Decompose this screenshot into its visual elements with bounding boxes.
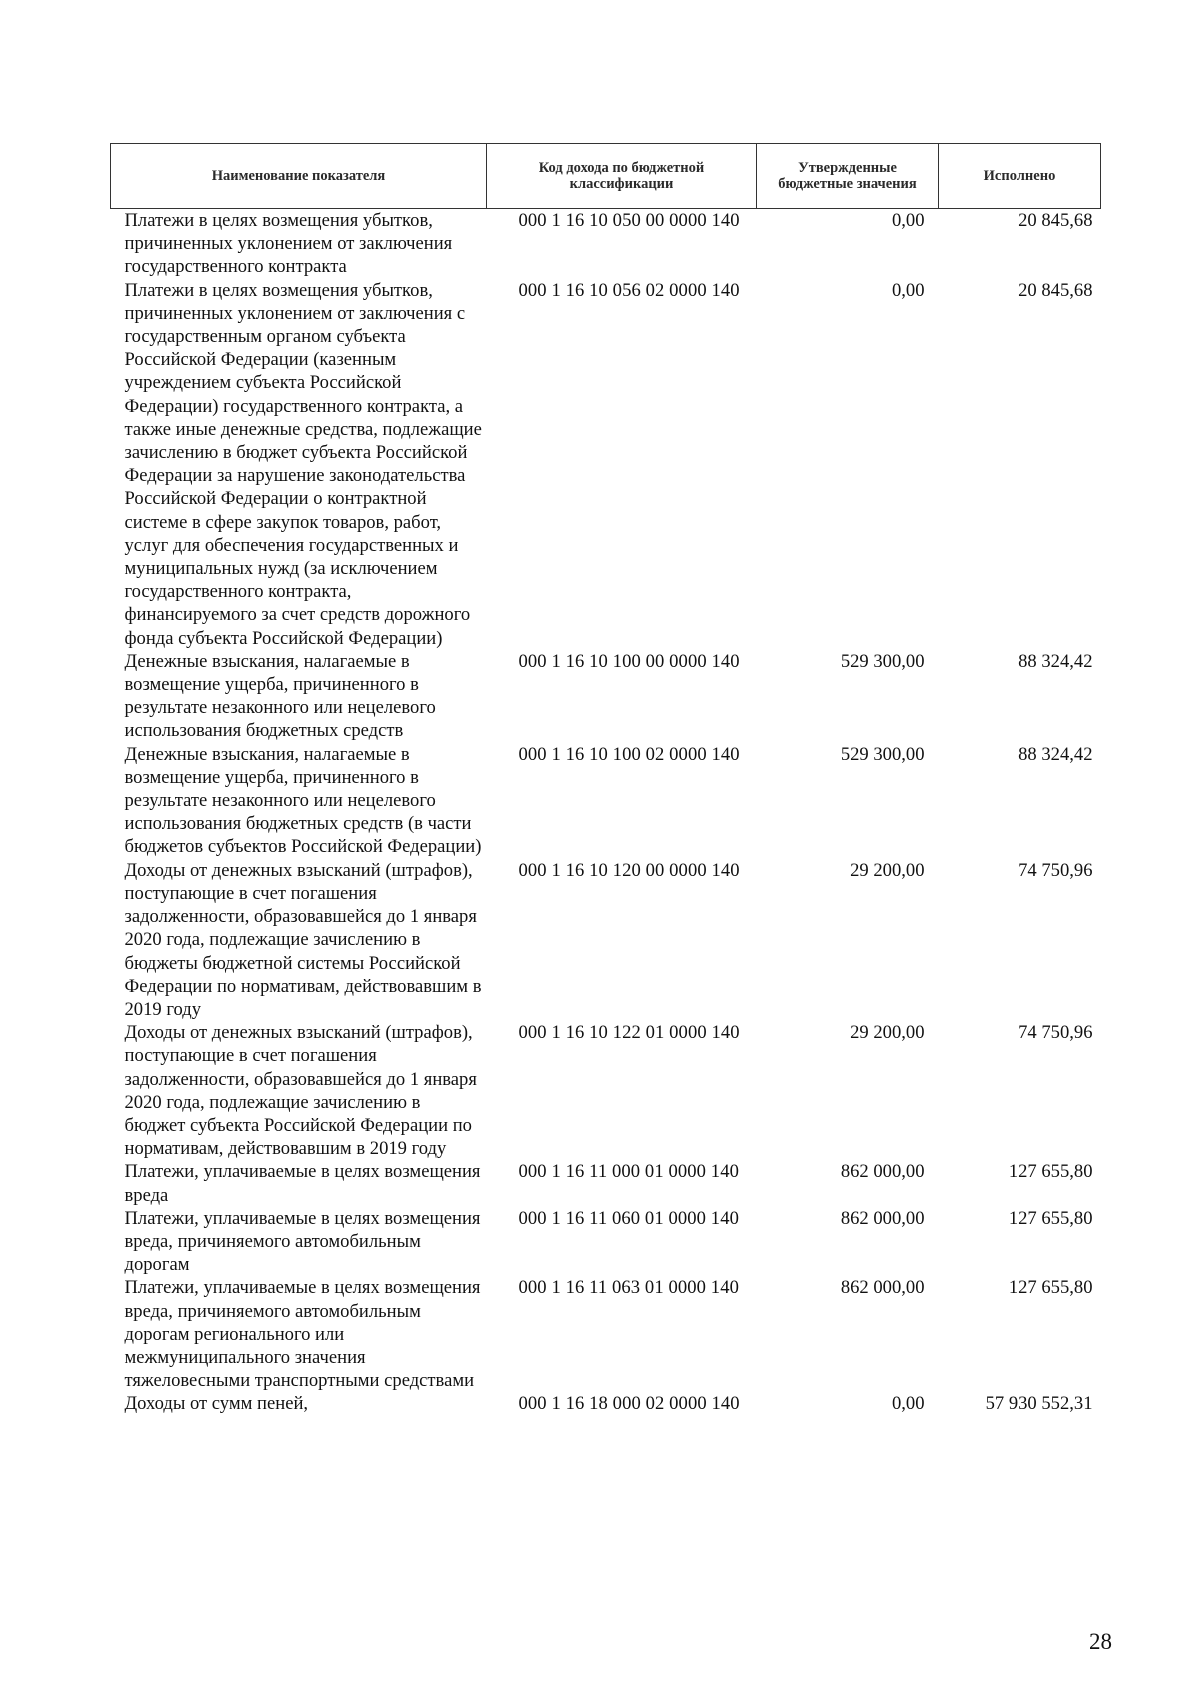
row-executed: 74 750,96 (1018, 1022, 1093, 1044)
row-name: Доходы от денежных взысканий (штрафов), поступающие в счет погашения задолженности, образовавшейся до 1 января 2020 года, подлежащие зачислению в бюджеты бюджетной системы Российской Федерации по нормативам, действовавшим в 2019 году (124, 859, 482, 1020)
row-name: Денежные взыскания, налагаемые в возмещение ущерба, причиненного в результате незаконного или нецелевого использования бюджетных средств (124, 650, 436, 742)
row-approved: 862 000,00 (840, 1277, 925, 1299)
row-name: Платежи, уплачиваемые в целях возмещения вреда (124, 1161, 481, 1206)
row-executed: 127 655,80 (1008, 1161, 1093, 1183)
header-code: Код дохода по бюджетной классификации (487, 144, 757, 209)
row-approved: 862 000,00 (840, 1161, 925, 1183)
row-code: 000 1 16 10 120 00 0000 140 (518, 859, 740, 881)
table-row (111, 1021, 1101, 1160)
row-executed: 20 845,68 (1018, 279, 1093, 301)
row-approved: 0,00 (891, 210, 925, 231)
revenue-table (110, 143, 1101, 1416)
row-code: 000 1 16 18 000 02 0000 140 (518, 1393, 740, 1415)
row-approved: 529 300,00 (840, 650, 925, 672)
table-row (111, 279, 1101, 650)
header-approved: Утвержденные бюджетные значения (757, 144, 939, 209)
row-approved: 29 200,00 (850, 859, 925, 881)
row-name: Доходы от сумм пеней, (124, 1393, 309, 1415)
table-row (111, 1160, 1101, 1206)
row-code: 000 1 16 10 056 02 0000 140 (518, 279, 740, 301)
table-row (111, 743, 1101, 859)
row-code: 000 1 16 10 050 00 0000 140 (518, 210, 740, 231)
row-name: Платежи в целях возмещения убытков, причиненных уклонением от заключения с государственным органом субъекта Российской Федерации (казенным учреждением субъекта Российской Федерации) государственного контракта, а также иные денежные средства, подлежащие зачислению в бюджет субъекта Российской Федерации за нарушение законодательства Российской Федерации о контрактной системе в сфере закупок товаров, работ, услуг для обеспечения государственных и муниципальных нужд (за исключением государственного контракта, финансируемого за счет средств дорожного фонда субъекта Российской Федерации) (124, 279, 482, 649)
row-approved: 862 000,00 (840, 1207, 925, 1229)
table-row (111, 1207, 1101, 1277)
row-approved: 0,00 (891, 279, 925, 301)
row-name: Платежи, уплачиваемые в целях возмещения вреда, причиняемого автомобильным дорогам регионального или межмуниципального значения тяжеловесными транспортными средствами (124, 1277, 481, 1392)
header-executed: Исполнено (939, 144, 1101, 209)
page-number: 28 (1089, 1629, 1112, 1654)
row-name: Платежи в целях возмещения убытков, причиненных уклонением от заключения государственного контракта (124, 210, 453, 278)
row-executed: 57 930 552,31 (985, 1393, 1093, 1415)
row-executed: 127 655,80 (1008, 1207, 1093, 1229)
row-code: 000 1 16 11 000 01 0000 140 (518, 1161, 739, 1183)
table-row (111, 209, 1101, 279)
header-name: Наименование показателя (111, 144, 487, 209)
table-row (111, 859, 1101, 1021)
table-header (111, 144, 1101, 209)
row-name: Доходы от денежных взысканий (штрафов), поступающие в счет погашения задолженности, образовавшейся до 1 января 2020 года, подлежащие зачислению в бюджет субъекта Российской Федерации по нормативам, действовавшим в 2019 году (124, 1022, 477, 1160)
header-row (111, 144, 1101, 209)
row-code: 000 1 16 10 100 02 0000 140 (518, 743, 740, 765)
row-executed: 88 324,42 (1018, 650, 1093, 672)
row-executed: 88 324,42 (1018, 743, 1093, 765)
row-code: 000 1 16 10 122 01 0000 140 (518, 1022, 740, 1044)
table-row (111, 650, 1101, 743)
table-row (111, 1392, 1101, 1415)
row-code: 000 1 16 10 100 00 0000 140 (518, 650, 740, 672)
table-row (111, 1276, 1101, 1392)
row-executed: 127 655,80 (1008, 1277, 1093, 1299)
row-code: 000 1 16 11 060 01 0000 140 (518, 1207, 739, 1229)
row-approved: 29 200,00 (850, 1022, 925, 1044)
row-executed: 20 845,68 (1018, 210, 1093, 231)
table-body (111, 209, 1101, 1416)
row-approved: 529 300,00 (840, 743, 925, 765)
row-approved: 0,00 (891, 1393, 925, 1415)
row-executed: 74 750,96 (1018, 859, 1093, 881)
row-name: Денежные взыскания, налагаемые в возмещение ущерба, причиненного в результате незаконного или нецелевого использования бюджетных средств (в части бюджетов субъектов Российской Федерации) (124, 743, 482, 858)
row-code: 000 1 16 11 063 01 0000 140 (518, 1277, 739, 1299)
row-name: Платежи, уплачиваемые в целях возмещения вреда, причиняемого автомобильным дорогам (124, 1207, 481, 1276)
